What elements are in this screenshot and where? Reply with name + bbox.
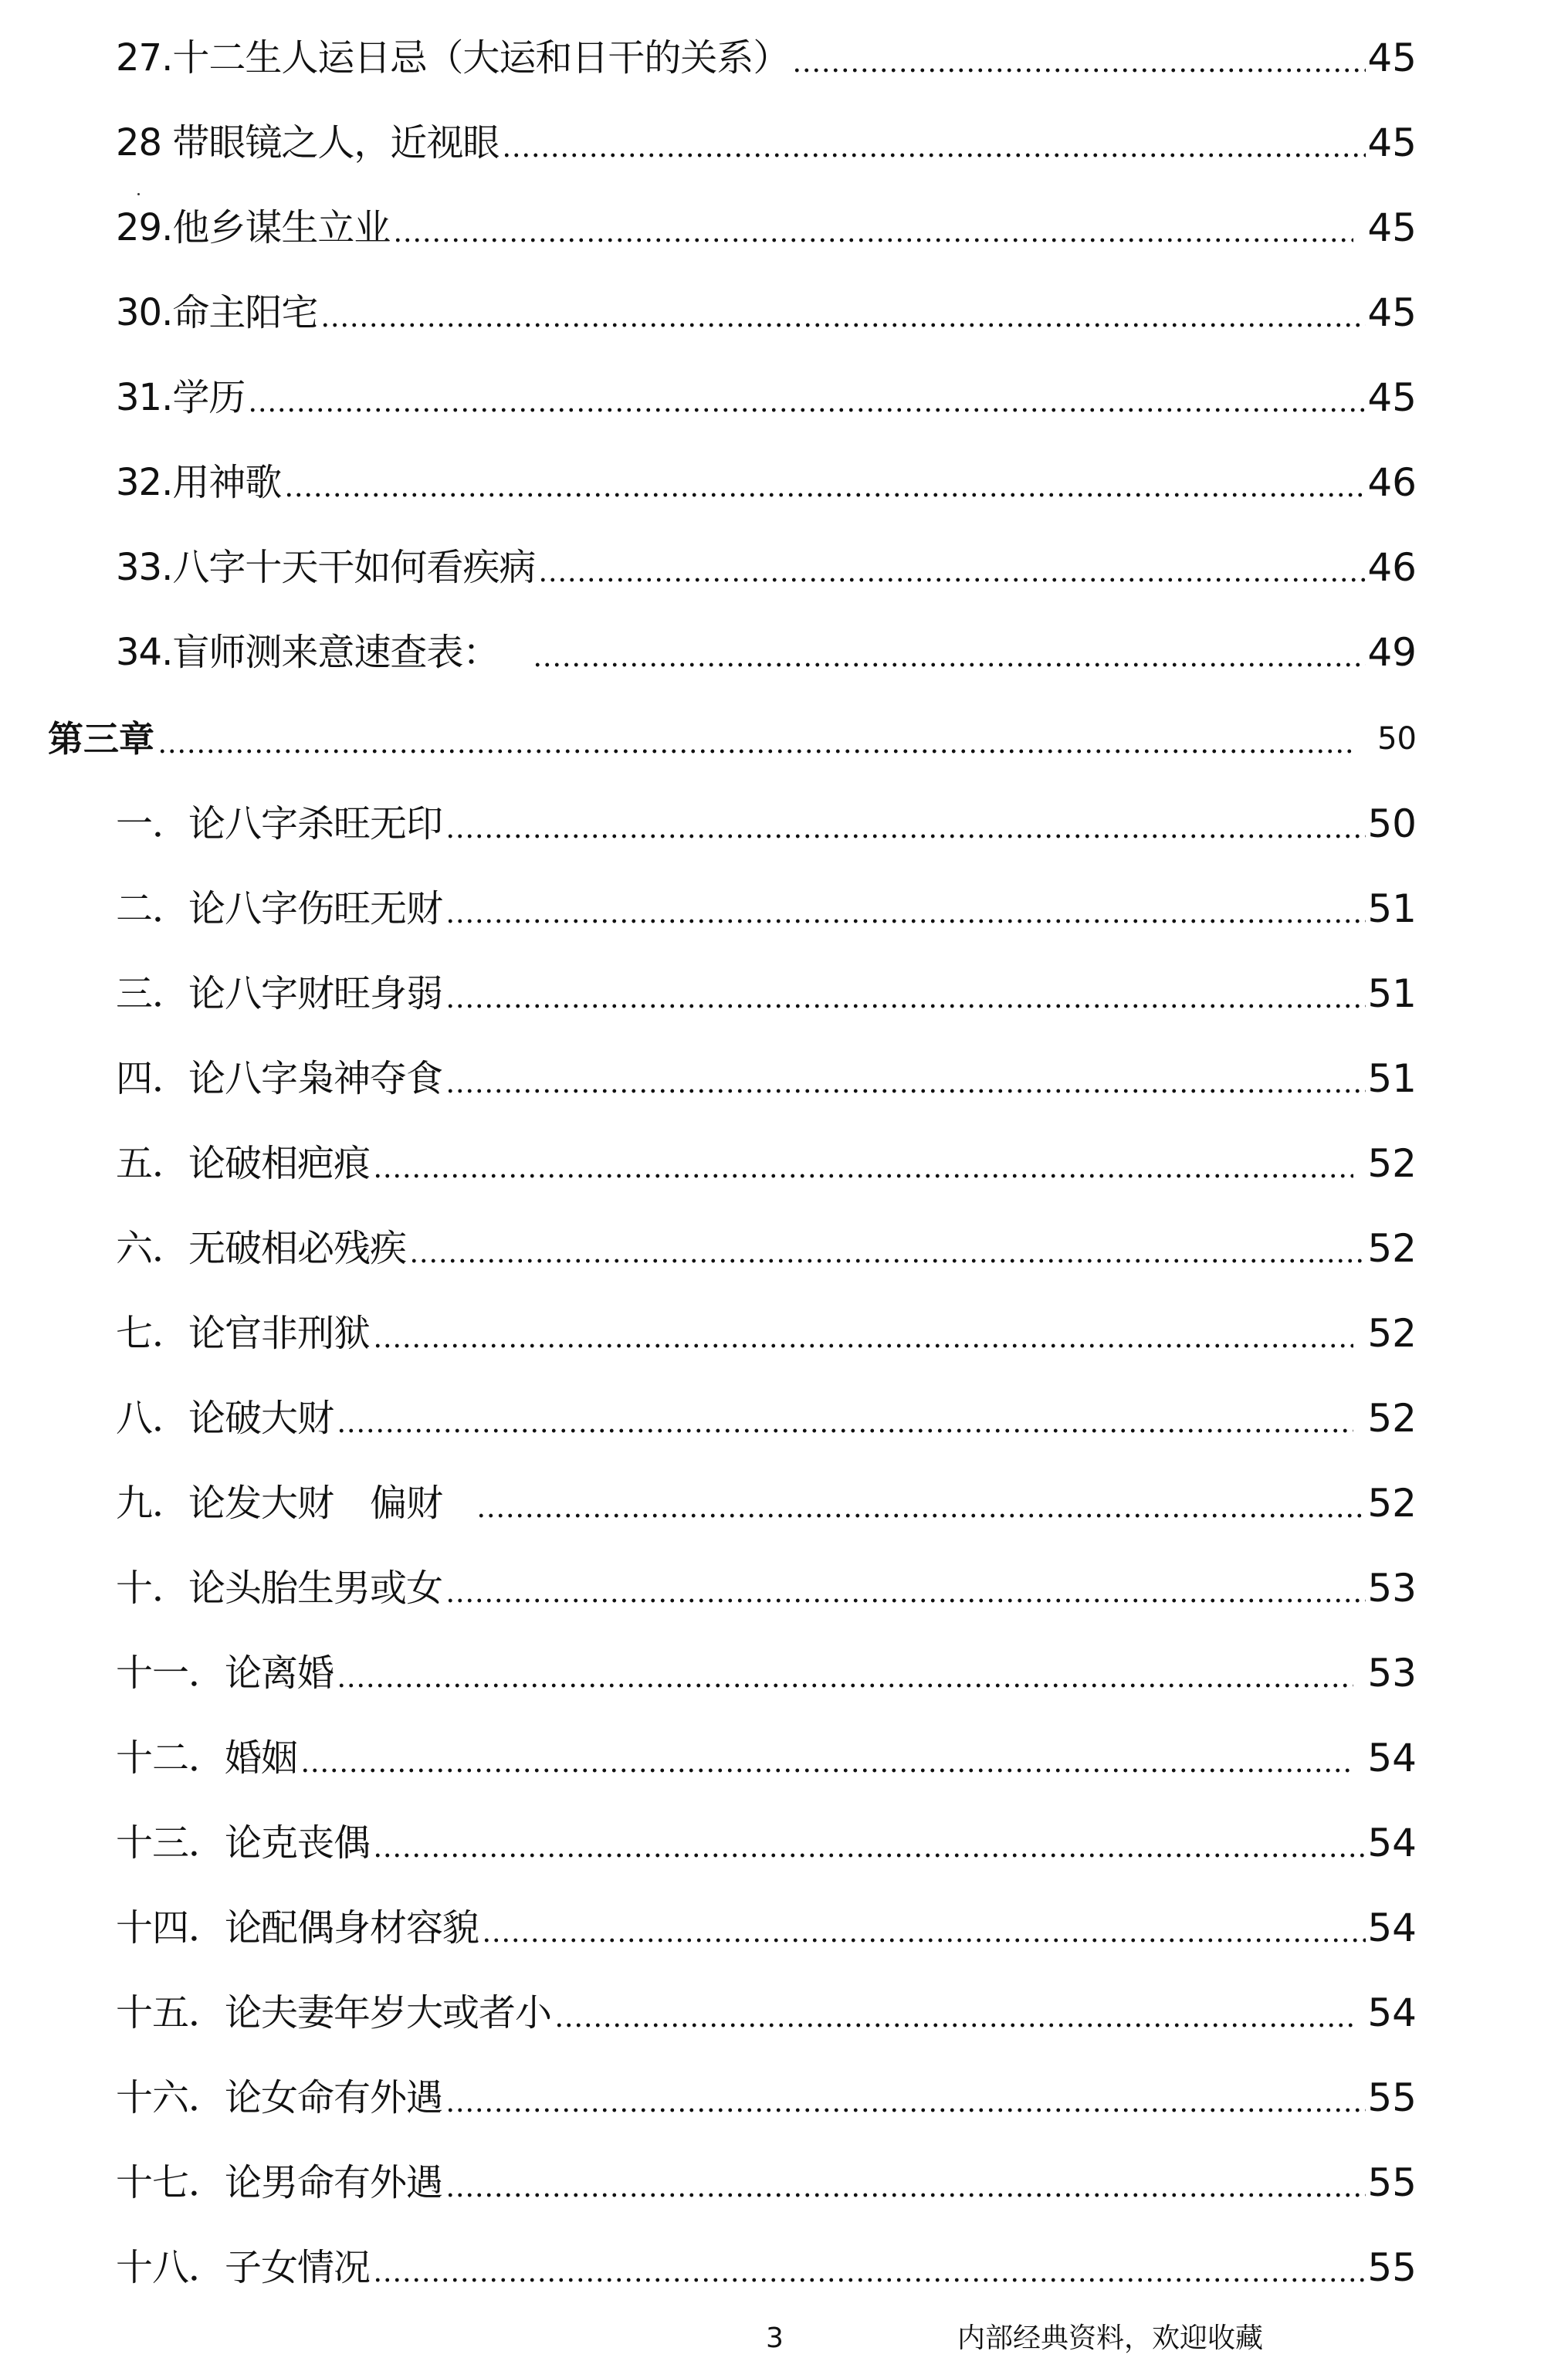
toc-entry-title: 32.用神歌 <box>116 461 282 504</box>
toc-entry-17[interactable] <box>116 2156 1417 2210</box>
dot-leader <box>284 493 1366 497</box>
toc-entry-title: 八．论破大财 <box>116 1397 334 1440</box>
chapter-title: 第三章 <box>48 718 154 760</box>
toc-entry-31[interactable] <box>116 371 1417 425</box>
toc-entry-page: 45 <box>1367 375 1417 420</box>
toc-entry-title: 十五．论夫妻年岁大或者小 <box>116 1991 552 2034</box>
toc-entry-16[interactable] <box>116 2071 1417 2125</box>
toc-entry-title: 四．论八字枭神夺食 <box>116 1057 443 1100</box>
toc-entry-2[interactable] <box>116 882 1417 936</box>
toc-entry-page: 45 <box>1367 205 1417 250</box>
toc-entry-1[interactable] <box>116 797 1417 851</box>
toc-entry-title: 十二．婚姻 <box>116 1736 298 1780</box>
toc-entry-page: 54 <box>1367 1736 1417 1780</box>
toc-entry-title: 34.盲师测来意速查表： <box>116 631 500 674</box>
toc-entry-title: 七．论官非刑狱 <box>116 1312 371 1355</box>
dot-leader <box>248 408 1366 412</box>
dot-leader <box>320 323 1366 327</box>
dot-leader <box>373 2278 1366 2282</box>
toc-entry-page: 51 <box>1367 886 1417 931</box>
toc-entry-30[interactable] <box>116 286 1417 340</box>
toc-entry-title: 五．论破相疤痕 <box>116 1142 371 1185</box>
dot-leader <box>373 1343 1353 1348</box>
toc-entry-page: 46 <box>1367 460 1417 505</box>
footer-page-number: 3 <box>766 2322 784 2354</box>
toc-entry-page: 52 <box>1367 1396 1417 1441</box>
toc-entry-title: 十七．论男命有外遇 <box>116 2161 443 2204</box>
toc-entry-page: 51 <box>1367 1056 1417 1101</box>
dot-leader <box>554 2023 1353 2028</box>
dot-leader <box>337 1683 1353 1688</box>
scan-speck <box>137 193 140 195</box>
toc-entry-page: 52 <box>1367 1226 1417 1271</box>
dot-leader <box>445 1089 1366 1093</box>
toc-entry-32[interactable] <box>116 456 1417 510</box>
dot-leader <box>337 1428 1353 1433</box>
dot-leader <box>409 1259 1366 1263</box>
toc-entry-13[interactable] <box>116 1816 1417 1870</box>
toc-entry-page: 50 <box>1367 801 1417 846</box>
dot-leader <box>445 1598 1366 1603</box>
dot-leader <box>373 1853 1366 1858</box>
toc-entry-title: 十．论头胎生男或女 <box>116 1567 443 1610</box>
toc-entry-6[interactable] <box>116 1221 1417 1275</box>
toc-entry-page: 55 <box>1367 2160 1417 2205</box>
toc-entry-page: 52 <box>1367 1481 1417 1526</box>
toc-entry-7[interactable] <box>116 1306 1417 1360</box>
dot-leader <box>502 153 1366 158</box>
toc-entry-4[interactable] <box>116 1052 1417 1106</box>
toc-entry-14[interactable] <box>116 1901 1417 1955</box>
toc-entry-title: 九．论发大财 偏财 <box>116 1482 443 1525</box>
dot-leader <box>445 919 1366 923</box>
dot-leader <box>482 1938 1366 1943</box>
toc-entry-title: 30.命主阳宅 <box>116 291 318 334</box>
dot-leader <box>792 68 1366 73</box>
toc-entry-title: 一．论八字杀旺无印 <box>116 802 443 845</box>
toc-chapter-heading[interactable] <box>48 712 1417 766</box>
toc-entry-5[interactable] <box>116 1137 1417 1191</box>
toc-entry-title: 十八．子女情况 <box>116 2246 371 2289</box>
toc-entry-title: 31.学历 <box>116 376 246 419</box>
toc-entry-8[interactable] <box>116 1391 1417 1445</box>
toc-entry-34[interactable] <box>116 625 1417 679</box>
footer-note: 内部经典资料，欢迎收藏 <box>957 2322 1264 2354</box>
dot-leader <box>476 1513 1366 1518</box>
toc-entry-page: 55 <box>1367 2245 1417 2290</box>
toc-entry-27[interactable] <box>116 31 1417 85</box>
dot-leader <box>300 1768 1353 1773</box>
toc-entry-title: 十三．论克丧偶 <box>116 1821 371 1865</box>
toc-entry-page: 52 <box>1367 1311 1417 1356</box>
dot-leader <box>445 2108 1366 2112</box>
dot-leader <box>445 1004 1366 1008</box>
toc-entry-title: 二．论八字伤旺无财 <box>116 887 443 930</box>
toc-entry-page: 52 <box>1367 1141 1417 1186</box>
dot-leader <box>393 238 1353 242</box>
toc-entry-page: 53 <box>1367 1566 1417 1611</box>
toc-entry-18[interactable] <box>116 2241 1417 2295</box>
toc-entry-12[interactable] <box>116 1731 1417 1785</box>
toc-entry-title: 六．无破相必残疾 <box>116 1227 407 1270</box>
toc-entry-page: 45 <box>1367 120 1417 165</box>
toc-entry-title: 29.他乡谋生立业 <box>116 206 391 249</box>
toc-entry-page: 51 <box>1367 971 1417 1016</box>
toc-entry-page: 54 <box>1367 1906 1417 1950</box>
toc-entry-page: 45 <box>1367 290 1417 335</box>
toc-entry-title: 十四．论配偶身材容貌 <box>116 1906 479 1950</box>
toc-entry-page: 54 <box>1367 1821 1417 1865</box>
toc-entry-title: 十一．论离婚 <box>116 1652 334 1695</box>
dot-leader <box>533 662 1366 667</box>
toc-entry-29[interactable] <box>116 201 1417 255</box>
toc-entry-33[interactable] <box>116 540 1417 595</box>
toc-entry-page: 45 <box>1367 36 1417 80</box>
chapter-page: 50 <box>1377 721 1417 757</box>
toc-entry-10[interactable] <box>116 1561 1417 1615</box>
toc-entry-page: 55 <box>1367 2075 1417 2120</box>
toc-entry-9[interactable] <box>116 1476 1417 1530</box>
dot-leader <box>445 834 1366 838</box>
dot-leader <box>538 578 1366 582</box>
toc-entry-28[interactable] <box>116 116 1417 170</box>
toc-entry-title: 28 带眼镜之人，近视眼 <box>116 121 500 164</box>
toc-entry-title: 三．论八字财旺身弱 <box>116 972 443 1015</box>
toc-entry-page: 53 <box>1367 1651 1417 1696</box>
toc-entry-page: 54 <box>1367 1990 1417 2035</box>
dot-leader <box>373 1174 1353 1178</box>
toc-entry-3[interactable] <box>116 967 1417 1021</box>
toc-entry-title: 十六．论女命有外遇 <box>116 2076 443 2119</box>
toc-entry-page: 46 <box>1367 545 1417 590</box>
toc-entry-page: 49 <box>1367 630 1417 675</box>
toc-entry-title: 33.八字十天干如何看疾病 <box>116 546 536 589</box>
toc-entry-15[interactable] <box>116 1986 1417 2040</box>
toc-entry-title: 27.十二生人运日忌（大运和日干的关系） <box>116 36 790 80</box>
dot-leader <box>157 749 1353 754</box>
toc-entry-11[interactable] <box>116 1646 1417 1700</box>
dot-leader <box>445 2193 1366 2197</box>
